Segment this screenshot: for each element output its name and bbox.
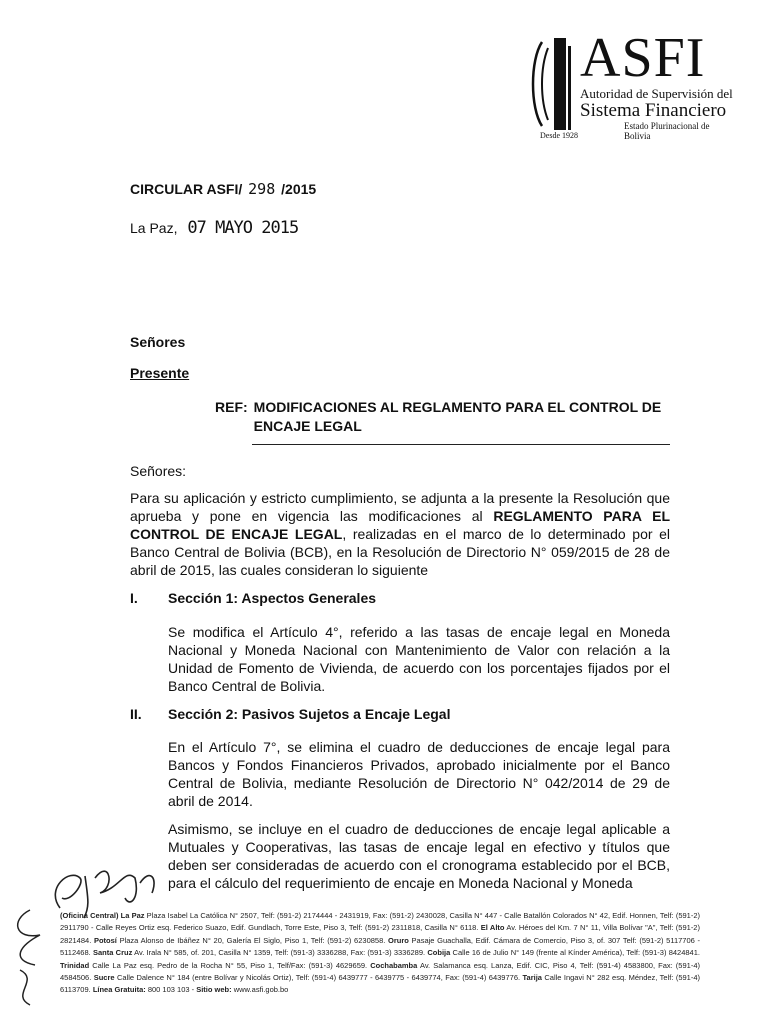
footer-address-text: Plaza Isabel La Católica N° 2507, Telf: (591-2) 2174444 - 2431919, Fax: (591-2) 2430028, Casilla N° 447 - Calle Batallón Colorados N° 42, Edif. Honnen, Telf: (591-2) 2911790 - Calle Reyes Ortiz esq. Federico Suazo, Edif. Gundlach, Torre Este, Piso 3, Telf: (591-2) 2311818, Casilla N° 6118.	[60, 911, 701, 933]
section-2-paragraph-1: En el Artículo 7°, se elimina el cuadro de deducciones de encaje legal para Bancos y Fondos Financieros Privados, aprobado inicialmente por el Banco Central de Bolivia, mediante Resolución de Directorio N° 042/2014 de 29 de abril de 2014.	[168, 739, 670, 809]
footer-address-text: Calle Dalence N° 184 (entre Bolívar y Nicolás Ortiz), Telf: (591-4) 6439777 - 6439775 - 6439774, Fax: (591-4) 6439776.	[114, 973, 523, 983]
asfi-logo	[528, 27, 738, 150]
ref-text: MODIFICACIONES AL REGLAMENTO PARA EL CONTROL DE ENCAJE LEGAL	[253, 399, 662, 434]
place-date	[130, 218, 298, 238]
footer-city-label: Sucre	[93, 973, 115, 983]
section-2-paragraph-2: Asimismo, se incluye en el cuadro de deducciones de encaje legal aplicable a Mutuales y Cooperativas, las tasas de encaje legal en efectivo y títulos que deben ser consideradas de acuerdo con el cronograma establecido por el BCB, para el cálculo del requerimiento de encaje en Moneda Nacional y Moneda	[168, 821, 670, 891]
footer-address-text: 800 103 103 -	[145, 985, 197, 995]
presente: Presente	[130, 365, 190, 381]
footer-city-label: Línea Gratuita:	[92, 985, 146, 995]
footer-address-text: Av. Héroes del Km. 7 N° 11, Villa Bolívar "A", Telf: (591-2) 2821484.	[60, 923, 700, 945]
footer-city-label: Sitio web:	[196, 985, 232, 995]
footer-city-label: Oruro	[388, 935, 409, 945]
footer-address-text: www.asfi.gob.bo	[231, 985, 289, 995]
footer-city-label: Cochabamba	[370, 960, 418, 970]
footer-address-text: Calle Ingavi N° 282 esq. Méndez, Telf: (591-4) 6113709.	[60, 973, 700, 995]
footer-city-label: El Alto	[480, 923, 505, 933]
intro-part-2: , realizadas en el marco de lo determinado por el Banco Central de Bolivia (BCB), en la Resolución de Directorio N° 059/2015 de 28 de abril de 2015, las cuales consideran lo siguiente	[130, 526, 670, 578]
place-label: La Paz,	[130, 220, 178, 236]
footer-city-label: Santa Cruz	[92, 948, 133, 958]
section-2-body-2	[168, 820, 670, 892]
footer-address-text: Calle La Paz esq. Pedro de la Rocha N° 55, Piso 1, Telf/Fax: (591-3) 4629659.	[89, 960, 371, 970]
circular-suffix: /2015	[281, 181, 317, 197]
date-stamp: 07 MAYO 2015	[187, 218, 299, 238]
circular-prefix: CIRCULAR ASFI/	[130, 181, 243, 197]
circular-number-stamp: 298	[248, 180, 276, 198]
footer-address-text: Av. Irala N° 585, of. 201, Casilla N° 1359, Telf: (591-3) 3336288, Fax: (591-3) 3336289.	[132, 948, 428, 958]
section-2-body-1	[168, 738, 670, 810]
footer-city-label: Potosí	[93, 935, 117, 945]
intro-paragraph	[130, 489, 670, 579]
logo-line-2: Sistema Financiero	[580, 100, 727, 121]
addressee: Señores	[130, 334, 186, 350]
ref-label: REF:	[215, 399, 248, 415]
section-1-paragraph: Se modifica el Artículo 4°, referido a las tasas de encaje legal en Moneda Nacional y Moneda Nacional con Mantenimiento de Valor con relación a la Unidad de Fomento de Vivienda, de acuerdo con los porcentajes fijados por el Banco Central de Bolivia.	[168, 624, 670, 694]
footer-address-text: Calle 16 de Julio N° 149 (frente al Kínder América), Telf: (591-3) 8424841.	[450, 948, 700, 958]
intro-bold: REGLAMENTO PARA EL CONTROL DE ENCAJE LEGAL	[130, 508, 670, 542]
footer-address-text: Plaza Alonso de Ibáñez N° 20, Galería El Siglo, Piso 1, Telf: (591-2) 6230858.	[116, 935, 389, 945]
section-1-title: Sección 1: Aspectos Generales	[168, 590, 377, 606]
footer-city-label: Trinidad	[60, 960, 90, 970]
greeting: Señores:	[130, 463, 187, 479]
asfi-emblem-icon	[528, 38, 578, 130]
section-2-title: Sección 2: Pasivos Sujetos a Encaje Legal	[168, 706, 451, 722]
section-1-body	[168, 623, 670, 695]
footer-address-text: Av. Salamanca esq. Lanza, Edif. CIC, Piso 4, Telf: (591-4) 4583800, Fax: (591-4) 4584506.	[60, 960, 700, 983]
ref-divider	[252, 444, 670, 445]
reference	[215, 398, 675, 436]
intro-text	[130, 489, 670, 579]
footer-address-text: Pasaje Guachalla, Edif. Cámara de Comercio, Piso 3, of. 307 Telf: (591-2) 5117706 - 5112468.	[60, 935, 700, 958]
section-2-numeral: II.	[130, 706, 142, 722]
footer-city-label: Tarija	[522, 973, 542, 983]
circular-number	[130, 180, 316, 198]
footer-city-label: Cobija	[427, 948, 451, 958]
reference-table	[215, 398, 674, 436]
footer-city-label: (Oficina Central) La Paz	[60, 911, 145, 920]
section-1-numeral: I.	[130, 590, 138, 606]
logo-since: Desde 1928	[540, 131, 578, 140]
handwritten-margin-mark-icon	[0, 900, 60, 1010]
logo-line-1: Autoridad de Supervisión del	[580, 86, 733, 101]
logo-line-3: Estado Plurinacional de Bolivia	[624, 121, 710, 141]
logo-acronym: ASFI	[580, 27, 706, 89]
intro-part-1: Para su aplicación y estricto cumplimiento, se adjunta a la presente la Resolución que aprueba y pone en vigencia las modificaciones al	[130, 490, 670, 524]
footer-addresses	[60, 910, 700, 997]
